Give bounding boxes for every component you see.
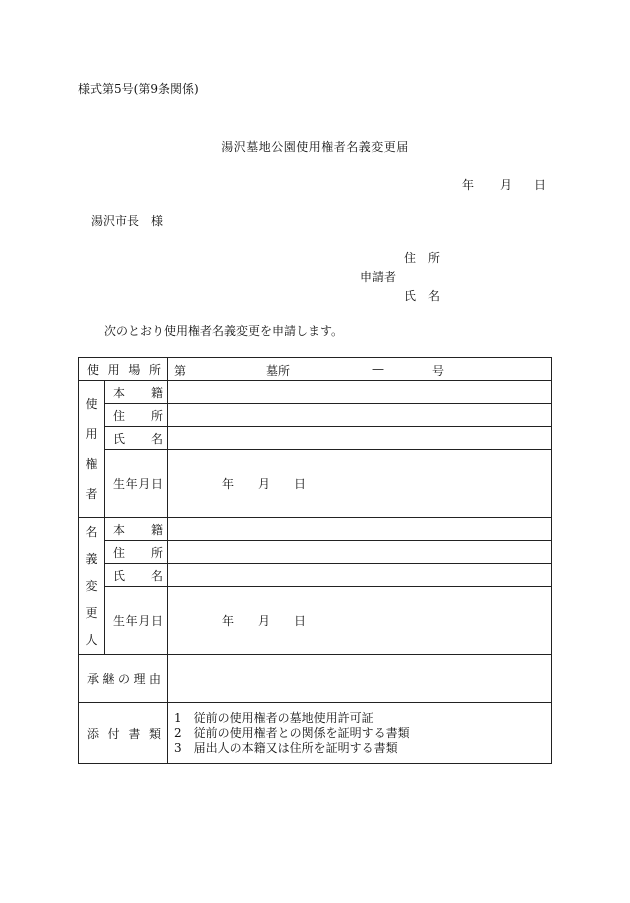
label-char: 生	[113, 477, 126, 491]
reason-label-char: 由	[148, 672, 161, 686]
place-number: 号	[432, 364, 445, 378]
attachments-cell	[168, 703, 552, 764]
label-char: 日	[150, 614, 163, 628]
place-prefix: 第	[174, 364, 187, 378]
change-name-label	[105, 564, 168, 587]
user-birth-label	[105, 450, 168, 518]
date-day: 日	[534, 178, 547, 192]
reason-label-char: の	[117, 672, 130, 686]
applicant-address-label: 住 所	[404, 251, 441, 265]
place-label-char: 場	[128, 362, 141, 377]
reason-value[interactable]	[168, 655, 552, 703]
application-table	[78, 357, 552, 764]
place-grave: 墓所	[266, 364, 291, 378]
group-char: 変	[85, 578, 98, 593]
user-birth-value[interactable]	[168, 450, 552, 518]
place-label-char: 用	[107, 362, 120, 377]
birth-day: 日	[294, 477, 307, 491]
label-char: 氏	[113, 431, 126, 446]
label-char: 籍	[150, 385, 163, 400]
applicant-name-label: 氏 名	[404, 289, 441, 303]
addressee: 湯沢市長 様	[91, 214, 164, 228]
change-birth-value[interactable]	[168, 587, 552, 655]
attach-label-cell	[79, 703, 168, 764]
attachment-item: 3 届出人の本籍又は住所を証明する書類	[174, 740, 398, 755]
user-honseki-label	[105, 381, 168, 404]
attachment-item: 1 従前の使用権者の墓地使用許可証	[174, 710, 374, 725]
change-address-label	[105, 541, 168, 564]
label-char: 本	[113, 385, 126, 400]
change-birth-label	[105, 587, 168, 655]
birth-month: 月	[258, 614, 271, 628]
group-char: 用	[85, 427, 98, 441]
label-char: 月	[138, 477, 151, 491]
change-group-label	[79, 518, 105, 655]
attach-label-char: 書	[128, 726, 141, 741]
user-honseki-value[interactable]	[168, 381, 552, 404]
attach-label-char: 添	[87, 726, 100, 741]
group-char: 人	[85, 632, 98, 647]
birth-day: 日	[294, 614, 307, 628]
intro-text: 次のとおり使用権者名義変更を申請します。	[104, 324, 344, 338]
label-char: 住	[113, 408, 126, 423]
group-char: 権	[85, 457, 98, 471]
place-value-cell[interactable]	[168, 358, 552, 381]
label-char: 本	[113, 522, 126, 537]
label-char: 年	[125, 477, 138, 491]
change-name-value[interactable]	[168, 564, 552, 587]
label-char: 氏	[113, 568, 126, 583]
birth-year: 年	[222, 477, 235, 491]
place-label-char: 使	[87, 362, 100, 377]
reason-label-cell	[79, 655, 168, 703]
place-label-cell	[79, 358, 168, 381]
user-address-value[interactable]	[168, 404, 552, 427]
label-char: 所	[150, 408, 163, 423]
user-name-value[interactable]	[168, 427, 552, 450]
label-char: 所	[150, 545, 163, 560]
change-address-value[interactable]	[168, 541, 552, 564]
label-char: 名	[150, 568, 163, 583]
group-char: 名	[85, 524, 98, 539]
group-char: 使	[85, 397, 98, 411]
attachment-item: 2 従前の使用権者との関係を証明する書類	[174, 725, 410, 740]
user-group-label	[79, 381, 105, 518]
reason-label-char: 継	[102, 672, 115, 686]
label-char: 年	[125, 614, 138, 628]
birth-year: 年	[222, 614, 235, 628]
change-honseki-label	[105, 518, 168, 541]
reason-label-char: 承	[87, 672, 100, 686]
document-title: 湯沢墓地公園使用権者名義変更届	[221, 140, 409, 154]
attach-label-char: 付	[107, 726, 120, 741]
label-char: 住	[113, 545, 126, 560]
applicant-label: 申請者	[360, 270, 397, 284]
form-number: 様式第5号(第9条関係)	[78, 82, 199, 96]
group-char: 更	[85, 605, 98, 620]
date-month: 月	[500, 178, 513, 192]
reason-label-char: 理	[133, 672, 146, 686]
date-year: 年	[462, 178, 475, 192]
user-address-label	[105, 404, 168, 427]
label-char: 日	[150, 477, 163, 491]
group-char: 者	[85, 487, 98, 501]
label-char: 月	[138, 614, 151, 628]
place-dash: —	[372, 362, 384, 376]
place-label-char: 所	[148, 362, 161, 377]
birth-month: 月	[258, 477, 271, 491]
group-char: 義	[85, 551, 98, 566]
attach-label-char: 類	[148, 726, 161, 741]
label-char: 名	[150, 431, 163, 446]
user-name-label	[105, 427, 168, 450]
label-char: 籍	[150, 522, 163, 537]
date-line	[462, 176, 546, 193]
change-honseki-value[interactable]	[168, 518, 552, 541]
label-char: 生	[113, 614, 126, 628]
